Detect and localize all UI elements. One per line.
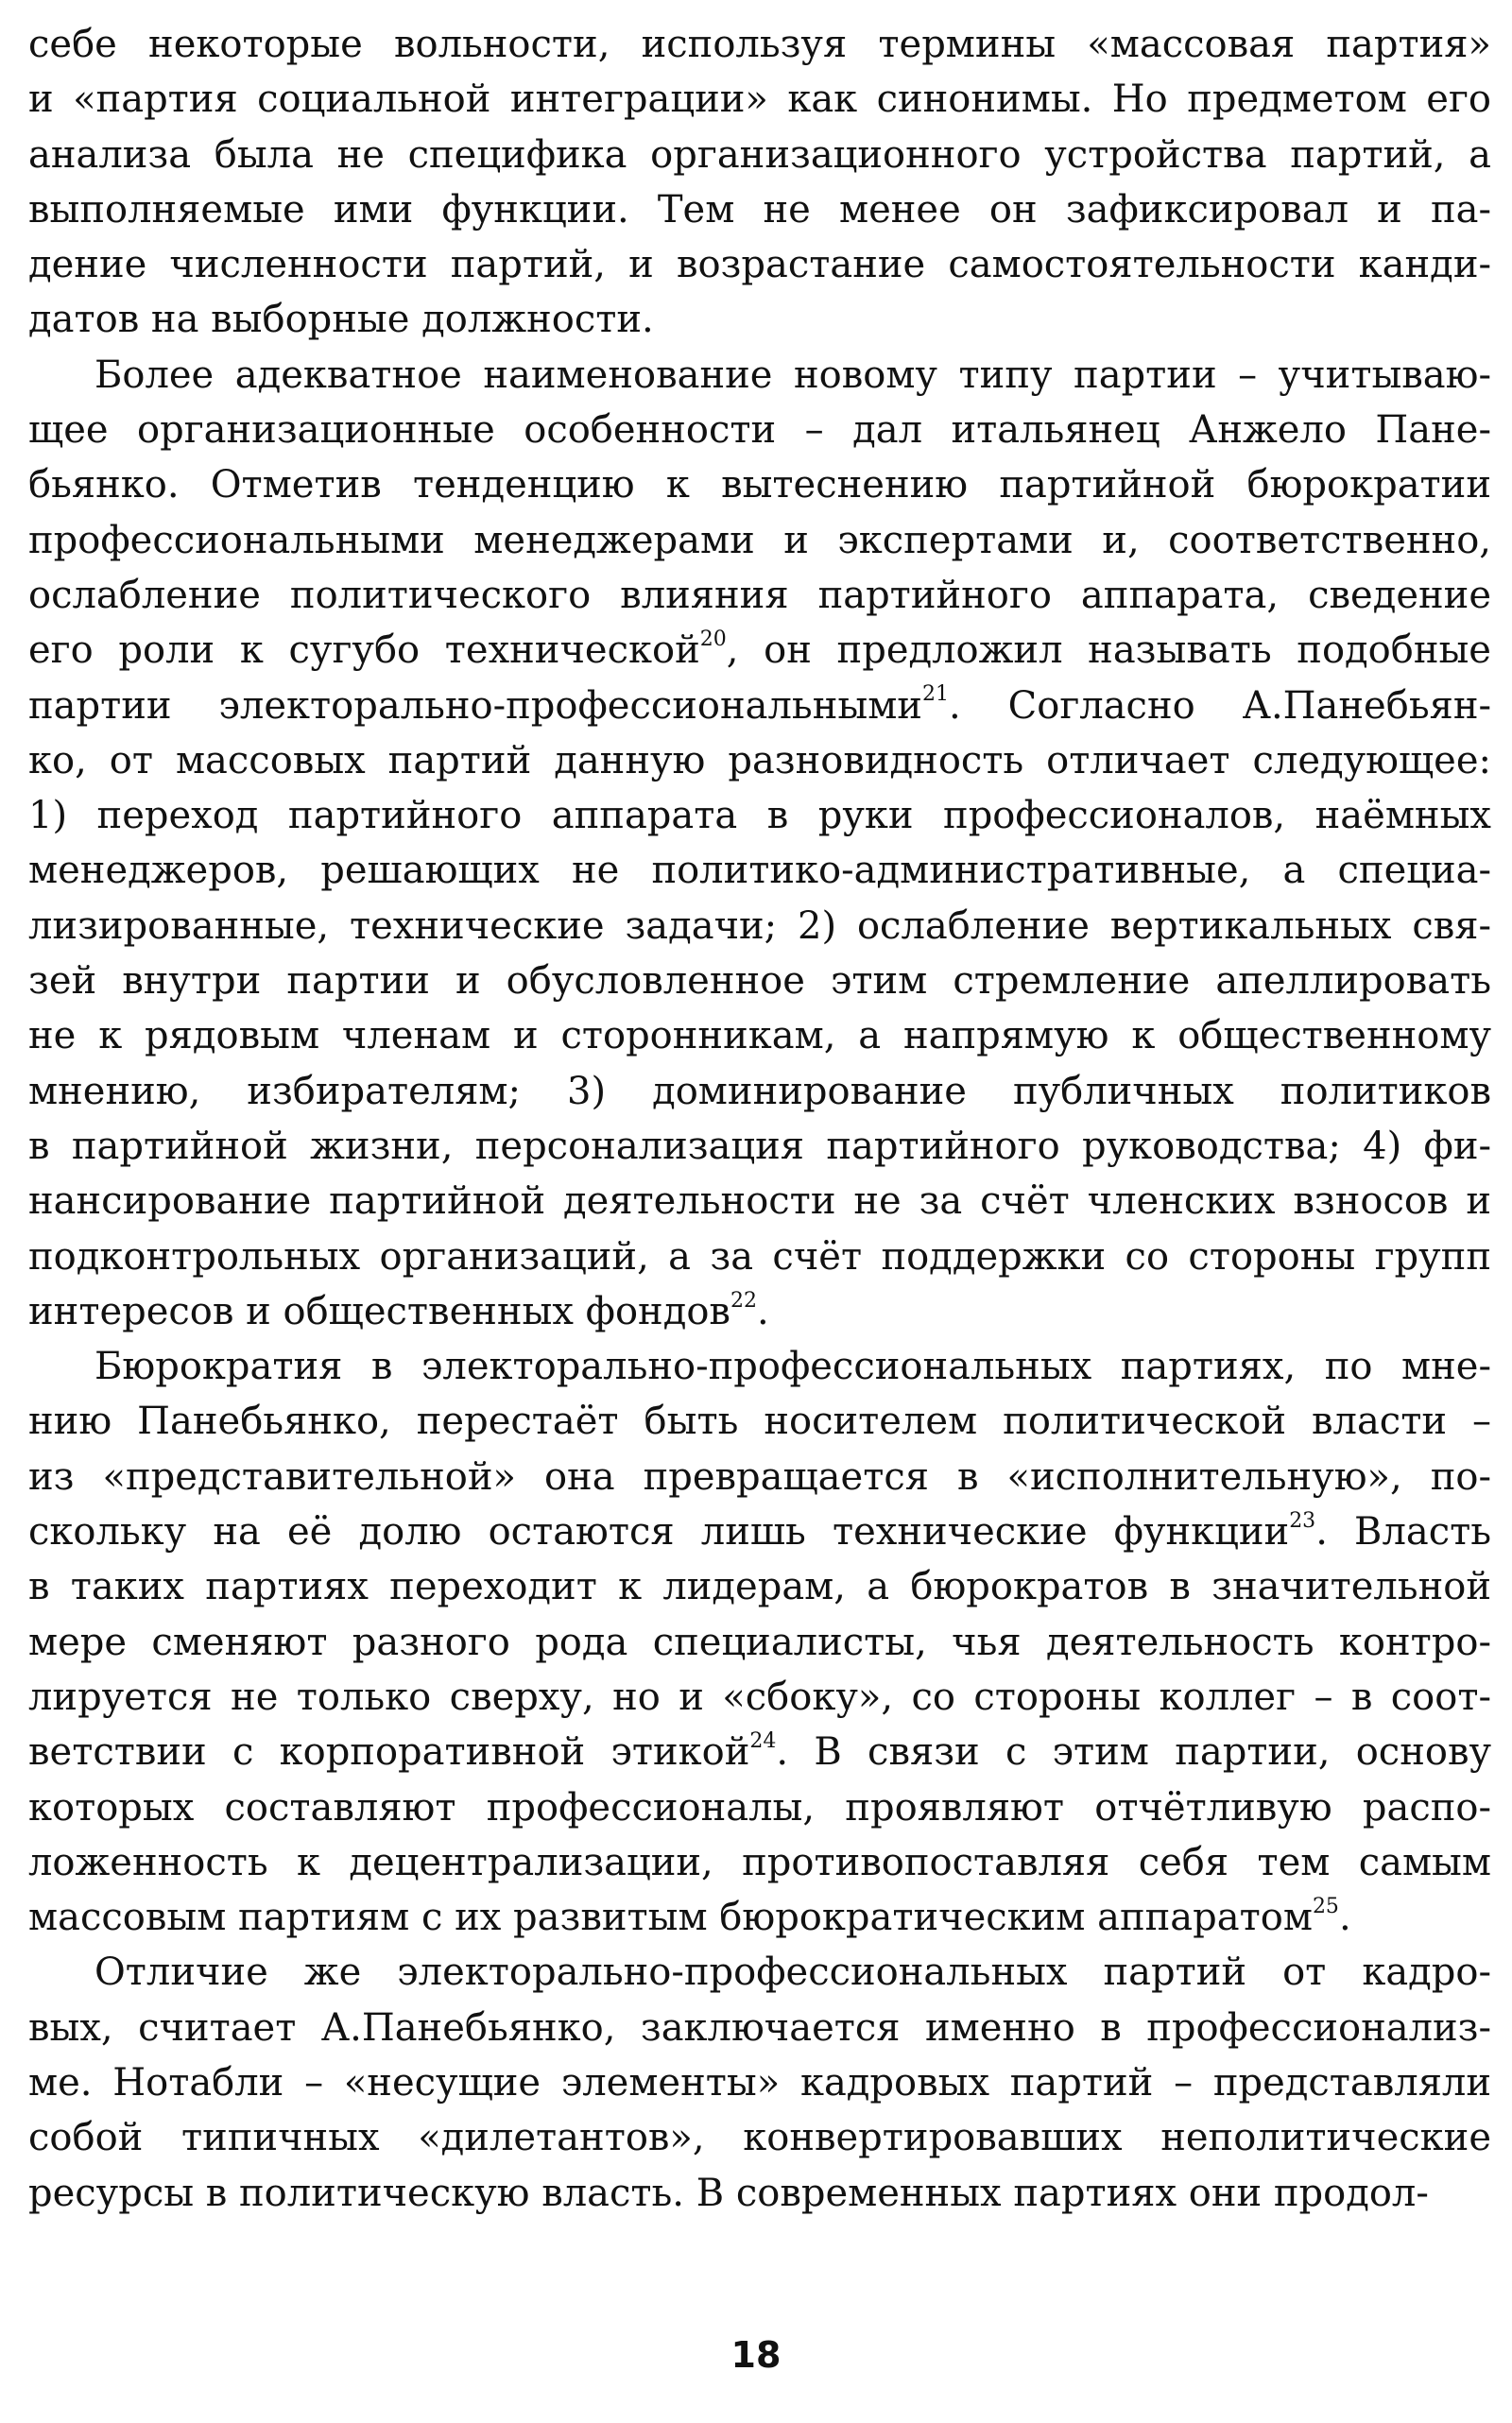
paragraph [28, 17, 1491, 348]
footnote-marker: 21 [921, 682, 949, 707]
text-line: из «представительной» она превращается в «исполнительную», по- [28, 1454, 1491, 1499]
paragraph [28, 1945, 1491, 2220]
text-line: не к рядовым членам и сторонникам, а напрямую к общественному [28, 1014, 1491, 1058]
text-line: себе некоторые вольности, используя термины «массовая партия» [28, 23, 1491, 66]
text-line: интересов и общественных фондов$^{22}$. [28, 1288, 769, 1333]
text-line: ме. Нотабли – «несущие элементы» кадровых партий – представляли [28, 2060, 1491, 2105]
text-line: которых составляют профессионалы, проявляют отчётливую распо- [28, 1785, 1491, 1830]
text-line: лизированные, технические задачи; 2) ослабление вертикальных свя- [28, 903, 1491, 948]
text-line: его роли к сугубо технической$^{20}$, он предложил называть подобные [28, 627, 1491, 673]
text-line: дение численности партий, и возрастание самостоятельности канди- [28, 243, 1491, 287]
text-line: зей внутри партии и обусловленное этим стремление апеллировать [28, 959, 1491, 1004]
text-line: собой типичных «дилетантов», конвертировавших неполитические [28, 2116, 1491, 2160]
paragraph [28, 348, 1491, 1339]
text-line: менеджеров, решающих не политико-административные, а специа- [28, 849, 1491, 893]
text-line: в таких партиях переходит к лидерам, а бюрократов в значительной [28, 1565, 1491, 1609]
text-line: бьянко. Отметив тенденцию к вытеснению партийной бюрократии [28, 463, 1491, 507]
text-line: и «партия социальной интеграции» как синонимы. Но предметом его [28, 77, 1491, 122]
text-line: ресурсы в политическую власть. В современных партиях они продол- [28, 2171, 1429, 2215]
footnote-marker: 25 [1312, 1894, 1339, 1918]
text-line: датов на выборные должности. [28, 298, 654, 342]
text-line: ложенность к децентрализации, противопоставляя себя тем самым [28, 1840, 1491, 1884]
text-line: массовым партиям с их развитым бюрократическим аппаратом$^{25}$. [28, 1894, 1351, 1940]
text-line: профессиональными менеджерами и экспертами и, соответственно, [28, 518, 1491, 562]
text-line: ветствии с корпоративной этикой$^{24}$. В связи с этим партии, основу [28, 1728, 1491, 1775]
document-page [28, 17, 1491, 2221]
footnote-marker: 22 [730, 1288, 757, 1313]
text-line: нансирование партийной деятельности не за счёт членских взносов и [28, 1179, 1491, 1224]
text-line: мнению, избирателям; 3) доминирование публичных политиков [28, 1069, 1491, 1113]
text-line: лируется не только сверху, но и «сбоку», со стороны коллег – в соот- [28, 1675, 1491, 1719]
text-line: нию Панебьянко, перестаёт быть носителем политической власти – [28, 1400, 1491, 1444]
text-line: Отличие же электорально-профессиональных партий от кадро- [94, 1950, 1491, 1995]
text-line: Бюрократия в электорально-профессиональных партиях, по мне- [94, 1345, 1491, 1389]
text-line: 1) переход партийного аппарата в руки профессионалов, наёмных [28, 794, 1491, 838]
text-line: анализа была не специфика организационного устройства партий, а [28, 132, 1491, 177]
text-line: партии электорально-профессиональными$^{21}$. Согласно А.Панебьян- [28, 682, 1491, 728]
text-line: подконтрольных организаций, а за счёт поддержки со стороны групп [28, 1234, 1491, 1279]
text-line: в партийной жизни, персонализация партийного руководства; 4) фи- [28, 1124, 1491, 1168]
paragraph [28, 1339, 1491, 1945]
footnote-marker: 24 [749, 1728, 777, 1753]
text-line: ко, от массовых партий данную разновидность отличает следующее: [28, 738, 1491, 782]
footnote-marker: 20 [699, 627, 727, 651]
text-line: вых, считает А.Панебьянко, заключается именно в профессионализ- [28, 2005, 1491, 2050]
text-line: мере сменяют разного рода специалисты, чья деятельность контро- [28, 1620, 1491, 1664]
text-line: скольку на её долю остаются лишь технические функции$^{23}$. Власть [28, 1508, 1491, 1555]
footnote-marker: 23 [1289, 1508, 1316, 1533]
page-number: 18 [730, 2334, 782, 2376]
text-line: ослабление политического влияния партийного аппарата, сведение [28, 573, 1491, 617]
text-line: щее организационные особенности – дал итальянец Анжело Пане- [28, 408, 1491, 453]
text-line: выполняемые ими функции. Тем не менее он зафиксировал и па- [28, 187, 1491, 232]
text-line: Более адекватное наименование новому типу партии – учитываю- [94, 352, 1491, 397]
